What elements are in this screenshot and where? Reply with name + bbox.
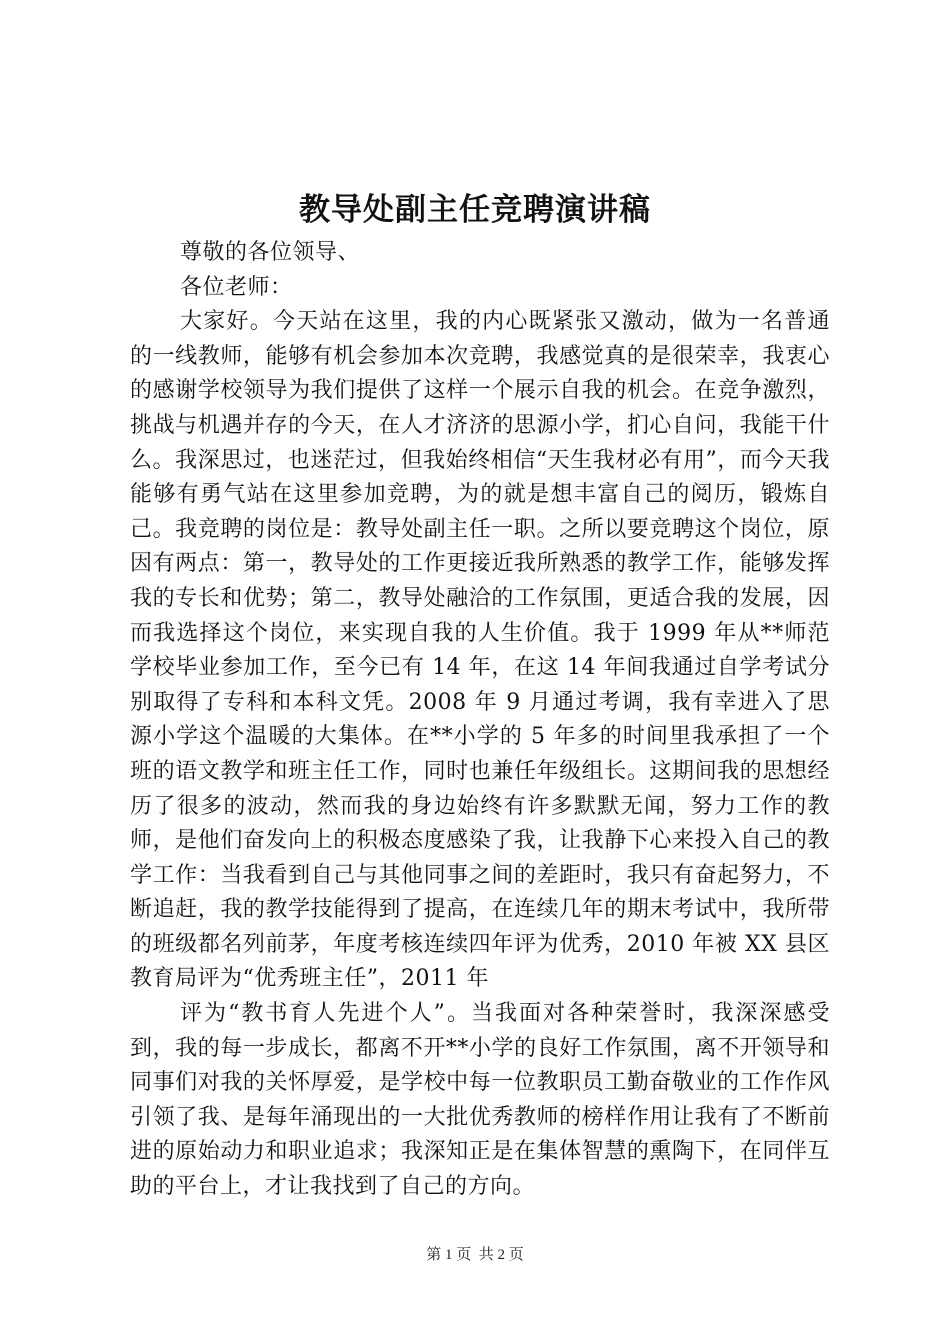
body-paragraph-2: 评为“教书育人先进个人”。当我面对各种荣誉时，我深深感受到，我的每一步成长，都离不开**小学的良好工作氛围，离不开领导和同事们对我的关怀厚爱，是学校中每一位教职员工勤奋敬业的工作作风引领了我、是每年涌现出的一大批优秀教师的榜样作用让我有了不断前进的原始动力和职业追求；我深知正是在集体智慧的熏陶下，在同伴互助的平台上，才让我找到了自己的方向。	[130, 1001, 830, 1200]
page-footer	[0, 1243, 950, 1264]
body-paragraph-1: 大家好。今天站在这里，我的内心既紧张又激动，做为一名普通的一线教师，能够有机会参加本次竞聘，我感觉真的是很荣幸，我衷心的感谢学校领导为我们提供了这样一个展示自我的机会。在竞争激烈，挑战与机遇并存的今天，在人才济济的思源小学，扪心自问，我能干什么。我深思过，也迷茫过，但我始终相信“天生我材必有用”，而今天我能够有勇气站在这里参加竞聘，为的就是想丰富自己的阅历，锻炼自己。我竞聘的岗位是：教导处副主任一职。之所以要竞聘这个岗位，原因有两点：第一，教导处的工作更接近我所熟悉的教学工作，能够发挥我的专长和优势；第二，教导处融洽的工作氛围，更适合我的发展，因而我选择这个岗位，来实现自我的人生价值。我于 1999 年从**师范学校毕业参加工作，至今已有 14 年，在这 14 年间我通过自学考试分别取得了专科和本科文凭。2008 年 9 月通过考调，我有幸进入了思源小学这个温暖的大集体。在**小学的 5 年多的时间里我承担了一个班的语文教学和班主任工作，同时也兼任年级组长。这期间我的思想经历了很多的波动，然而我的身边始终有许多默默无闻，努力工作的教师，是他们奋发向上的积极态度感染了我，让我静下心来投入自己的教学工作：当我看到自己与其他同事之间的差距时，我只有奋起努力，不断追赶，我的教学技能得到了提高，在连续几年的期末考试中，我所带的班级都名列前茅，年度考核连续四年评为优秀，2010 年被 XX 县区教育局评为“优秀班主任”，2011 年	[130, 309, 830, 992]
salutation-line-1: 尊敬的各位领导、	[180, 240, 361, 265]
salutation-line-2: 各位老师：	[180, 274, 293, 300]
document-body	[130, 236, 830, 1205]
document-title: 教导处副主任竞聘演讲稿	[299, 192, 651, 228]
page-number: 第 1 页 共 2 页	[426, 1247, 524, 1263]
